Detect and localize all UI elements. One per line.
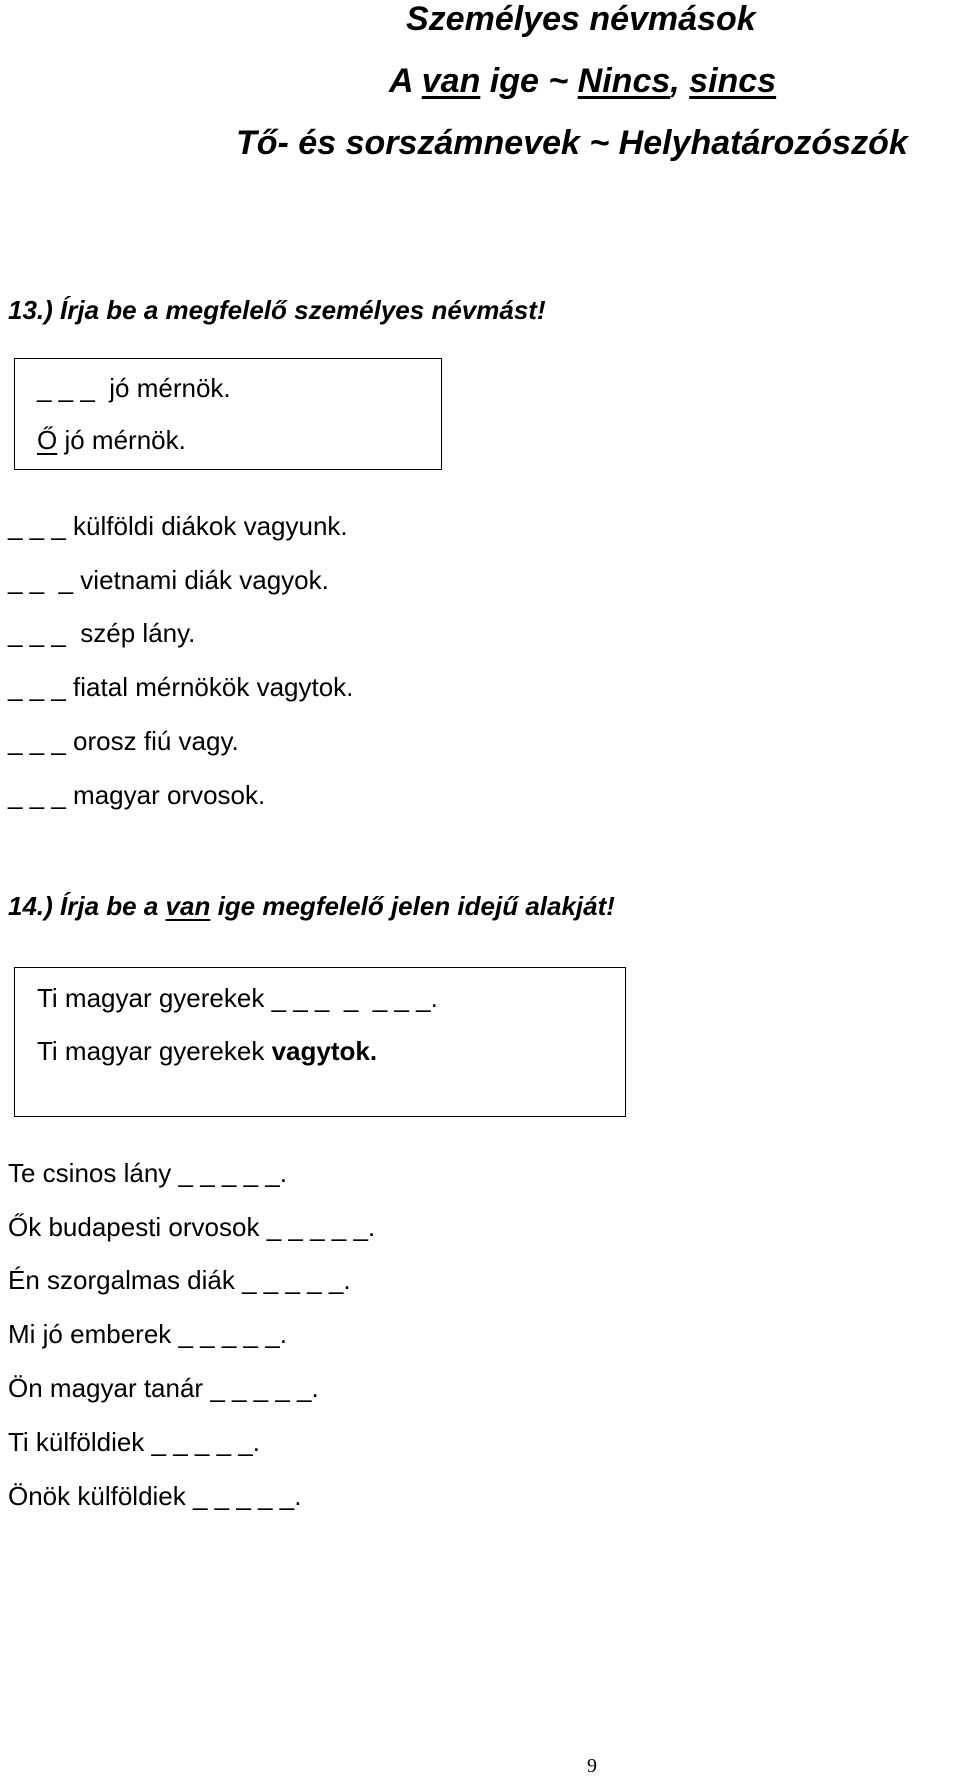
- exercise-14-heading: [8, 893, 615, 919]
- exercise-13-item: [8, 567, 329, 593]
- exercise-13-item: [8, 513, 348, 539]
- item-end: .: [252, 1427, 260, 1457]
- exercise-13-example-prompt: [37, 375, 231, 401]
- prompt-text: jó mérnök.: [94, 373, 231, 403]
- item-text: Ti külföldiek: [8, 1427, 152, 1457]
- exercise-14-example-box: [14, 967, 626, 1117]
- title-line-2-c: ,: [670, 62, 690, 100]
- answer-text: Ti magyar gyerekek: [37, 1036, 272, 1066]
- item-end: .: [367, 1212, 376, 1242]
- item-end: .: [343, 1265, 351, 1295]
- answer-blank[interactable]: _ _ _ _ _: [178, 1158, 280, 1188]
- answer-blank[interactable]: _ _ _: [8, 565, 74, 595]
- answer-blank[interactable]: _ _ _ _ _: [266, 1212, 368, 1242]
- title-line-3: Tő- és sorszámnevek ~ Helyhatározószók: [236, 124, 908, 162]
- answer-blank[interactable]: _ _ _: [8, 726, 66, 756]
- item-text: Ön magyar tanár: [8, 1373, 211, 1403]
- title-line-1: Személyes névmások: [406, 0, 756, 38]
- item-text: szép lány.: [65, 618, 196, 648]
- answer-blank[interactable]: _ _ _ _ _: [178, 1319, 280, 1349]
- item-end: .: [279, 1158, 287, 1188]
- item-text: Ők budapesti orvosok: [8, 1212, 267, 1242]
- exercise-13-item: [8, 782, 265, 808]
- title-line-2-nincs: Nincs: [577, 62, 671, 100]
- exercise-14-example-answer: [37, 1038, 377, 1064]
- answer-blank[interactable]: _ _ _ _ _: [151, 1427, 253, 1457]
- item-end: .: [311, 1373, 319, 1403]
- item-text: magyar orvosok.: [65, 780, 266, 810]
- exercise-13-item: [8, 674, 353, 700]
- exercise-13-example-box: [14, 358, 442, 470]
- answer-blank[interactable]: _ _ _ _ _: [210, 1373, 312, 1403]
- item-text: Önök külföldiek: [8, 1481, 193, 1511]
- item-text: Én szorgalmas diák: [8, 1265, 243, 1295]
- answer-blank[interactable]: _ _ _: [8, 511, 66, 541]
- item-text: Te csinos lány: [8, 1158, 179, 1188]
- answer-blank: _ _ _: [37, 373, 95, 403]
- title-line-2-b: ige ~: [480, 62, 578, 100]
- answer-blank: _ _ _ _ _ _ _: [271, 983, 431, 1013]
- item-text: vietnami diák vagyok.: [73, 565, 329, 595]
- exercise-13-item: [8, 620, 195, 646]
- answer-bold: vagytok.: [271, 1036, 378, 1066]
- exercise-14-example-prompt: [37, 985, 438, 1011]
- prompt-end: .: [430, 983, 438, 1013]
- answer-blank[interactable]: _ _ _: [8, 618, 66, 648]
- answer-blank[interactable]: _ _ _ _ _: [242, 1265, 344, 1295]
- exercise-14-item: [8, 1267, 351, 1293]
- exercise-14-item: [8, 1160, 287, 1186]
- exercise-14-item: [8, 1483, 301, 1509]
- answer-text: jó mérnök.: [57, 425, 186, 455]
- prompt-text: Ti magyar gyerekek: [37, 983, 272, 1013]
- exercise-13-heading: 13.) Írja be a megfelelő személyes névmást!: [8, 295, 546, 325]
- item-text: külföldi diákok vagyunk.: [65, 511, 348, 541]
- title-line-2-sincs: sincs: [689, 62, 777, 100]
- heading-text-b: ige megfelelő jelen idejű alakját!: [210, 891, 615, 921]
- exercise-14-item: [8, 1429, 260, 1455]
- heading-text-a: 14.) Írja be a: [8, 891, 166, 921]
- item-text: orosz fiú vagy.: [65, 726, 239, 756]
- exercise-13-item: [8, 728, 239, 754]
- page-number: 9: [587, 1755, 597, 1777]
- item-text: Mi jó emberek: [8, 1319, 179, 1349]
- heading-van: van: [165, 891, 211, 921]
- title-line-2-van: van: [421, 62, 481, 100]
- exercise-14-item: [8, 1375, 319, 1401]
- title-line-2-a: A: [389, 62, 422, 100]
- exercise-14-item: [8, 1214, 375, 1240]
- item-text: fiatal mérnökök vagytok.: [65, 672, 354, 702]
- answer-blank[interactable]: _ _ _: [8, 672, 66, 702]
- answer-blank[interactable]: _ _ _: [8, 780, 66, 810]
- answer-pronoun: Ő: [37, 425, 58, 455]
- exercise-14-item: [8, 1321, 287, 1347]
- item-end: .: [279, 1319, 287, 1349]
- answer-blank[interactable]: _ _ _ _ _: [192, 1481, 295, 1511]
- exercise-13-example-answer: [37, 427, 186, 453]
- title-line-2: [389, 64, 776, 98]
- item-end: .: [294, 1481, 302, 1511]
